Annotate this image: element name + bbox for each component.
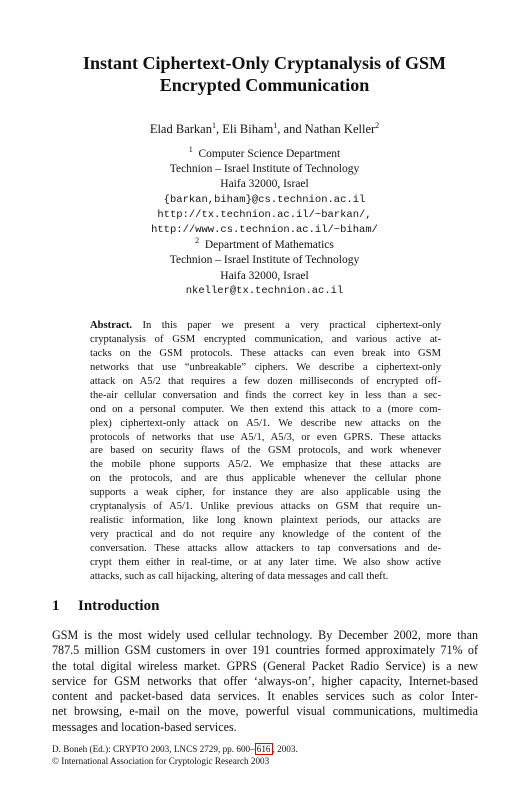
- affiliation-email[interactable]: nkeller@tx.technion.ac.il: [185, 284, 344, 297]
- paragraph-line: content and packet-based data services. It enables services such as color Inter-: [52, 689, 478, 703]
- abstract-line: the-air cellular conversation and finds the correct key in less than a sec-: [90, 389, 441, 401]
- abstract-line: are based on security flaws of the GSM protocols, and work whenever: [90, 445, 441, 457]
- citation-line: [52, 744, 298, 756]
- affiliation-department: Computer Science Department: [198, 148, 341, 160]
- affiliation-institution: Technion – Israel Institute of Technology: [169, 163, 360, 176]
- section-number: 1: [52, 598, 60, 614]
- abstract-line: cryptanalysis of GSM encrypted communication, and various active at-: [90, 333, 441, 345]
- title-line: Encrypted Communication: [159, 75, 370, 95]
- abstract-line: tacks on the GSM protocols. These attacks can even break into GSM: [90, 347, 441, 359]
- author-list: [20, 121, 509, 137]
- affiliation-mark: 2: [195, 236, 200, 246]
- abstract-line: cryptanalysis of A5/1. Unlike previous attacks on GSM that require un-: [90, 501, 441, 513]
- abstract-line: ond on a personal computer. We then extend this attack to a (more com-: [90, 403, 441, 415]
- introduction-paragraph: [52, 628, 478, 735]
- abstract: [90, 319, 441, 584]
- abstract-line: on the protocols, and are thus applicable whenever the cellular phone: [90, 473, 441, 485]
- abstract-line: crypt them either in real-time, or at any later time. We also show active: [90, 556, 441, 568]
- abstract-text: In this paper we present a very practical ciphertext-only: [142, 320, 441, 331]
- abstract-line: supports a weak cipher, for instance they are also applicable using the: [90, 487, 441, 499]
- author-separator: ,: [215, 122, 223, 136]
- affiliation-email[interactable]: {barkan,biham}@cs.technion.ac.il: [163, 193, 366, 206]
- abstract-line: attack on A5/2 that requires a few dozen milliseconds of encrypted off-: [90, 375, 441, 387]
- abstract-line: [90, 319, 441, 333]
- citation-text: D. Boneh (Ed.): CRYPTO 2003, LNCS 2729, pp. 600–: [52, 744, 255, 754]
- affiliation-institution: Technion – Israel Institute of Technology: [169, 254, 360, 267]
- abstract-line: attacks, such as call hijacking, altering of data messages and call theft.: [90, 570, 389, 582]
- abstract-line: conversation. These attacks allow attackers to tap conversations and de-: [90, 543, 441, 554]
- section-title: Introduction: [78, 598, 160, 614]
- author-name: Nathan Keller: [304, 122, 376, 136]
- paragraph-line: the total digital wireless market. GPRS (General Packet Radio Service) is a new: [52, 658, 478, 673]
- title-line: Instant Ciphertext-Only Cryptanalysis of GSM: [82, 53, 446, 73]
- paragraph-line: messages and location-based services.: [52, 719, 237, 734]
- affiliation-url[interactable]: http://tx.technion.ac.il/~barkan/,: [157, 208, 372, 221]
- affiliation-url[interactable]: http://www.cs.technion.ac.il/~biham/: [151, 224, 378, 237]
- footer: [52, 744, 298, 767]
- affiliations: [20, 147, 509, 299]
- author-name: Eli Biham: [222, 122, 274, 136]
- abstract-line: the mobile phone supports A5/2. We emphasize that these attacks are: [90, 459, 441, 471]
- affiliation-heading: [20, 238, 509, 253]
- paper-title: [20, 52, 509, 96]
- paragraph-line: service for GSM networks that offer ‘always-on’, higher capacity, Internet-based: [52, 673, 478, 688]
- abstract-line: plex) ciphertext-only attack on A5/1. We describe new attacks on the: [90, 417, 441, 429]
- affiliation-heading: [20, 147, 509, 162]
- paragraph-line: GSM is the most widely used cellular technology. By December 2002, more than: [52, 628, 478, 642]
- abstract-line: realistic information, like long known plaintext periods, our attacks are: [90, 515, 441, 527]
- affiliation-address: Haifa 32000, Israel: [220, 269, 309, 282]
- page-range-link[interactable]: 616: [256, 744, 271, 754]
- section-heading: [52, 597, 159, 615]
- affiliation-mark: 1: [211, 121, 216, 130]
- citation-year: , 2003.: [272, 744, 298, 754]
- abstract-line: very practical and do not require any knowledge of the content of the: [90, 529, 441, 541]
- paragraph-line: 787.5 million GSM customers in over 191 countries formed approximately 71% of: [52, 643, 478, 658]
- author-name: Elad Barkan: [149, 122, 212, 136]
- copyright-line: © International Association for Cryptologic Research 2003: [52, 755, 270, 766]
- affiliation-mark: 1: [273, 121, 278, 130]
- author-separator: , and: [277, 122, 305, 136]
- affiliation-address: Haifa 32000, Israel: [220, 178, 309, 191]
- abstract-line: protocols of networks that use A5/1, A5/3, or even GPRS. These attacks: [90, 431, 441, 443]
- affiliation-mark: 1: [188, 145, 193, 154]
- paragraph-line: net browsing, e-mail on the move, powerful visual communications, multimedia: [52, 704, 478, 719]
- affiliation-mark: 2: [375, 121, 380, 130]
- affiliation-department: Department of Mathematics: [204, 239, 334, 252]
- abstract-label: Abstract.: [90, 320, 133, 331]
- abstract-line: networks that use “unbreakable” ciphers. We describe a ciphertext-only: [90, 361, 441, 373]
